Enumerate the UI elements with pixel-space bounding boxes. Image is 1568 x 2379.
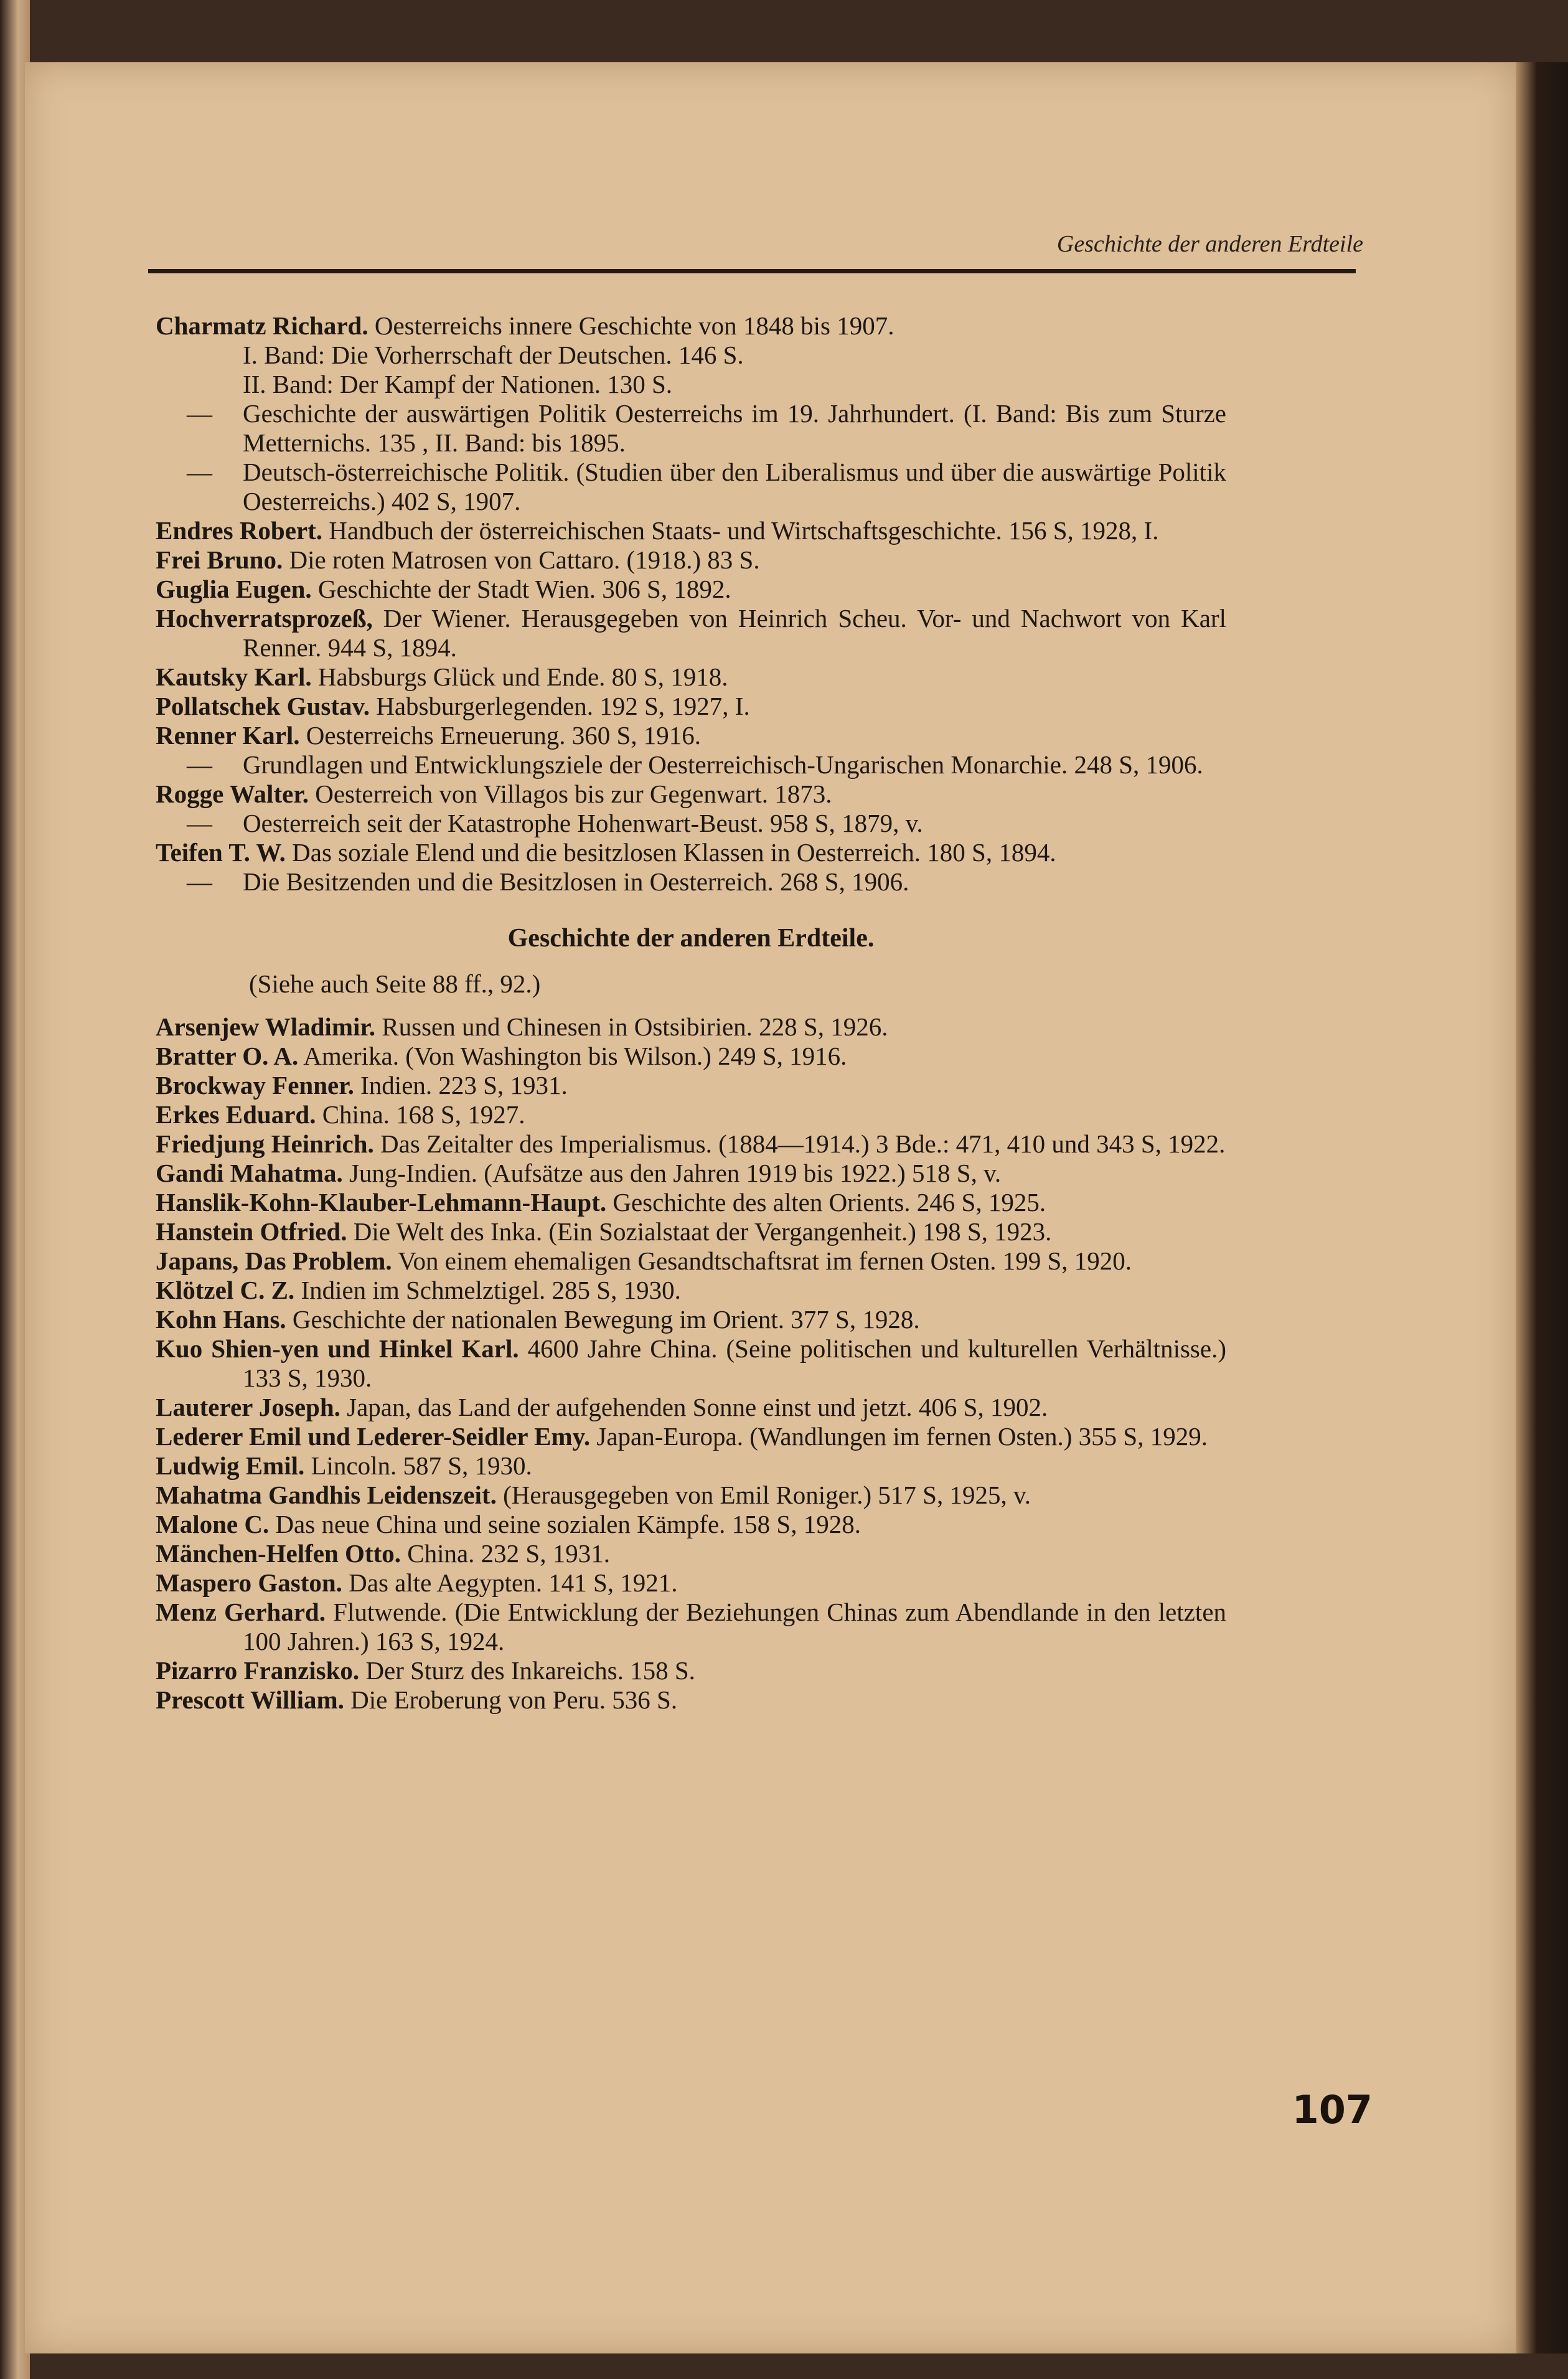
bibliography-entry [156,1100,1226,1129]
ditto-dash: — [187,867,212,896]
bibliography-entry [156,809,1226,838]
entry-text: Das alte Aegypten. 141 S, 1921. [349,1568,678,1597]
bibliography-entry [156,692,1226,721]
entry-author: Erkes Eduard. [156,1100,316,1129]
entry-author: Kohn Hans. [156,1305,286,1334]
entry-text: Der Sturz des Inkareichs. 158 S. [365,1656,695,1685]
entry-author: Hanstein Otfried. [156,1217,347,1246]
entry-author: Mänchen-Helfen Otto. [156,1539,401,1568]
bibliography-entry [156,1422,1226,1451]
entry-text: Das soziale Elend und die besitzlosen Klassen in Oesterreich. 180 S, 1894. [292,838,1056,867]
bibliography-entry [156,1656,1226,1685]
entry-author: Hochverratsprozeß, [156,604,373,633]
entry-author: Bratter O. A. [156,1042,299,1070]
entry-text: I. Band: Die Vorherrschaft der Deutschen. 146 S. [243,341,744,369]
bibliography-entry [156,662,1226,692]
ditto-dash: — [187,750,212,779]
entry-text: Deutsch-österreichische Politik. (Studien über den Liberalismus und über die auswärtige Politik Oesterreichs.) 402 S, 1907. [243,458,1226,516]
entry-text: Japan-Europa. (Wandlungen im fernen Osten.) 355 S, 1929. [596,1422,1208,1451]
bibliography-entry [156,750,1226,780]
entry-text: Geschichte des alten Orients. 246 S, 1925. [613,1188,1046,1217]
bibliography-entry [156,1012,1226,1042]
entry-text: Flutwende. (Die Entwicklung der Beziehungen Chinas zum Abendlande in den letzten 100 Jahren.) 163 S, 1924. [243,1598,1227,1656]
ditto-dash: — [187,458,212,486]
entry-author: Klötzel C. Z. [156,1276,295,1304]
bibliography-entry [156,545,1226,575]
entry-author: Prescott William. [156,1685,344,1714]
page-content [156,311,1226,1715]
bibliography-entry [156,1305,1226,1334]
bibliography-entry [156,1451,1226,1481]
entry-text: Habsburgs Glück und Ende. 80 S, 1918. [317,662,728,691]
bibliography-entry [156,1334,1226,1393]
entry-text: Das Zeitalter des Imperialismus. (1884—1914.) 3 Bde.: 471, 410 und 343 S, 1922. [380,1129,1226,1158]
bibliography-entry [156,341,1226,370]
bibliography-entry [156,311,1226,341]
entry-text: Indien im Schmelztigel. 285 S, 1930. [301,1276,681,1304]
header-rule [148,269,1356,273]
entry-text: Indien. 223 S, 1931. [360,1071,568,1100]
entry-text: Japan, das Land der aufgehenden Sonne einst und jetzt. 406 S, 1902. [347,1393,1048,1421]
entry-text: (Herausgegeben von Emil Roniger.) 517 S, 1925, v. [503,1481,1031,1509]
entry-text: Oesterreichs Erneuerung. 360 S, 1916. [306,721,701,750]
section-title: Geschichte der anderen Erdteile. [507,924,875,953]
entry-text: Habsburgerlegenden. 192 S, 1927, I. [376,692,750,720]
right-page-edge [1516,62,1568,2353]
entry-text: Die Eroberung von Peru. 536 S. [350,1685,678,1714]
bibliography-entry [156,575,1226,604]
entry-author: Pollatschek Gustav. [156,692,370,720]
bibliography-entry [156,458,1226,516]
entry-text: II. Band: Der Kampf der Nationen. 130 S. [243,370,672,398]
entry-text: China. 232 S, 1931. [407,1539,610,1568]
entry-author: Ludwig Emil. [156,1451,305,1480]
entry-author: Gandi Mahatma. [156,1159,343,1187]
entry-author: Frei Bruno. [156,545,283,574]
entry-author: Teifen T. W. [156,838,286,867]
bibliography-entry [156,1393,1226,1422]
bibliography-entry [156,867,1226,897]
ditto-dash: — [187,399,212,428]
entry-author: Menz Gerhard. [156,1598,326,1626]
entry-author: Lederer Emil und Lederer-Seidler Emy. [156,1422,591,1451]
entry-text: Geschichte der Stadt Wien. 306 S, 1892. [317,575,731,603]
bibliography-entry [156,838,1226,867]
bibliography-entry [156,780,1226,809]
bibliography-entry [156,399,1226,458]
entry-author: Charmatz Richard. [156,311,369,340]
bibliography-entry [156,1685,1226,1715]
entry-text: Grundlagen und Entwicklungsziele der Oesterreichisch-Ungarischen Monarchie. 248 S, 1906. [243,750,1203,779]
bibliography-list-austria [156,311,1226,897]
bibliography-entry [156,1159,1226,1188]
bibliography-entry [156,1129,1226,1159]
entry-text: Oesterreich seit der Katastrophe Hohenwart-Beust. 958 S, 1879, v. [243,809,923,837]
bibliography-entry [156,1188,1226,1217]
bibliography-entry [156,1568,1226,1598]
bibliography-entry [156,1246,1226,1276]
entry-text: China. 168 S, 1927. [322,1100,525,1129]
bibliography-entry [156,721,1226,750]
entry-text: Der Wiener. Herausgegeben von Heinrich Scheu. Vor- und Nachwort von Karl Renner. 944 S, 1894. [243,604,1227,662]
bibliography-entry [156,1071,1226,1100]
entry-author: Kautsky Karl. [156,662,312,691]
entry-text: Lincoln. 587 S, 1930. [311,1451,532,1480]
entry-text: Jung-Indien. (Aufsätze aus den Jahren 1919 bis 1922.) 518 S, v. [349,1159,1002,1187]
bibliography-entry [156,370,1226,399]
entry-text: 4600 Jahre China. (Seine politischen und kulturellen Verhältnisse.) 133 S, 1930. [243,1334,1226,1392]
entry-text: Oesterreich von Villagos bis zur Gegenwart. 1873. [315,780,832,808]
entry-author: Mahatma Gandhis Leidenszeit. [156,1481,497,1509]
bibliography-entry [156,1042,1226,1071]
bibliography-entry [156,1539,1226,1568]
entry-author: Lauterer Joseph. [156,1393,340,1421]
entry-author: Friedjung Heinrich. [156,1129,374,1158]
ditto-dash: — [187,809,212,837]
running-head: Geschichte der anderen Erdteile [1056,231,1363,257]
entry-author: Arsenjew Wladimir. [156,1012,376,1041]
bibliography-entry [156,1276,1226,1305]
page-number: 107 [1292,2087,1373,2132]
entry-text: Die Besitzenden und die Besitzlosen in Oesterreich. 268 S, 1906. [243,867,909,896]
entry-author: Maspero Gaston. [156,1568,342,1597]
bibliography-entry [156,604,1226,662]
entry-text: Die Welt des Inka. (Ein Sozialstaat der Vergangenheit.) 198 S, 1923. [353,1217,1052,1246]
bibliography-entry [156,1481,1226,1510]
entry-text: Von einem ehemaligen Gesandtschaftsrat im fernen Osten. 199 S, 1920. [398,1246,1132,1275]
entry-text: Das neue China und seine sozialen Kämpfe. 158 S, 1928. [275,1510,861,1538]
entry-author: Pizarro Franzisko. [156,1656,360,1685]
entry-author: Endres Robert. [156,516,323,545]
bibliography-entry [156,1598,1226,1656]
entry-text: Geschichte der nationalen Bewegung im Orient. 377 S, 1928. [292,1305,920,1334]
entry-text: Amerika. (Von Washington bis Wilson.) 249 S, 1916. [303,1042,847,1070]
entry-text: Oesterreichs innere Geschichte von 1848 bis 1907. [374,311,894,340]
entry-author: Rogge Walter. [156,780,309,808]
entry-text: Handbuch der österreichischen Staats- und Wirtschaftsgeschichte. 156 S, 1928, I. [329,516,1159,545]
entry-author: Malone C. [156,1510,270,1538]
entry-author: Brockway Fenner. [156,1071,354,1100]
bibliography-entry [156,1510,1226,1539]
entry-author: Renner Karl. [156,721,300,750]
section-note: (Siehe auch Seite 88 ff., 92.) [249,969,541,998]
bibliography-list-other-continents [156,1012,1226,1715]
entry-author: Hanslik-Kohn-Klauber-Lehmann-Haupt. [156,1188,607,1217]
entry-text: Russen und Chinesen in Ostsibirien. 228 S, 1926. [382,1012,888,1041]
entry-text: Geschichte der auswärtigen Politik Oesterreichs im 19. Jahrhundert. (I. Band: Bis zum Sturze Metternichs. 135 , II. Band: bis 1895. [243,399,1226,457]
bibliography-entry [156,516,1226,545]
entry-author: Japans, Das Problem. [156,1246,392,1275]
entry-author: Guglia Eugen. [156,575,312,603]
entry-author: Kuo Shien-yen und Hinkel Karl. [156,1334,519,1363]
bibliography-entry [156,1217,1226,1246]
entry-text: Die roten Matrosen von Cattaro. (1918.) 83 S. [289,545,760,574]
